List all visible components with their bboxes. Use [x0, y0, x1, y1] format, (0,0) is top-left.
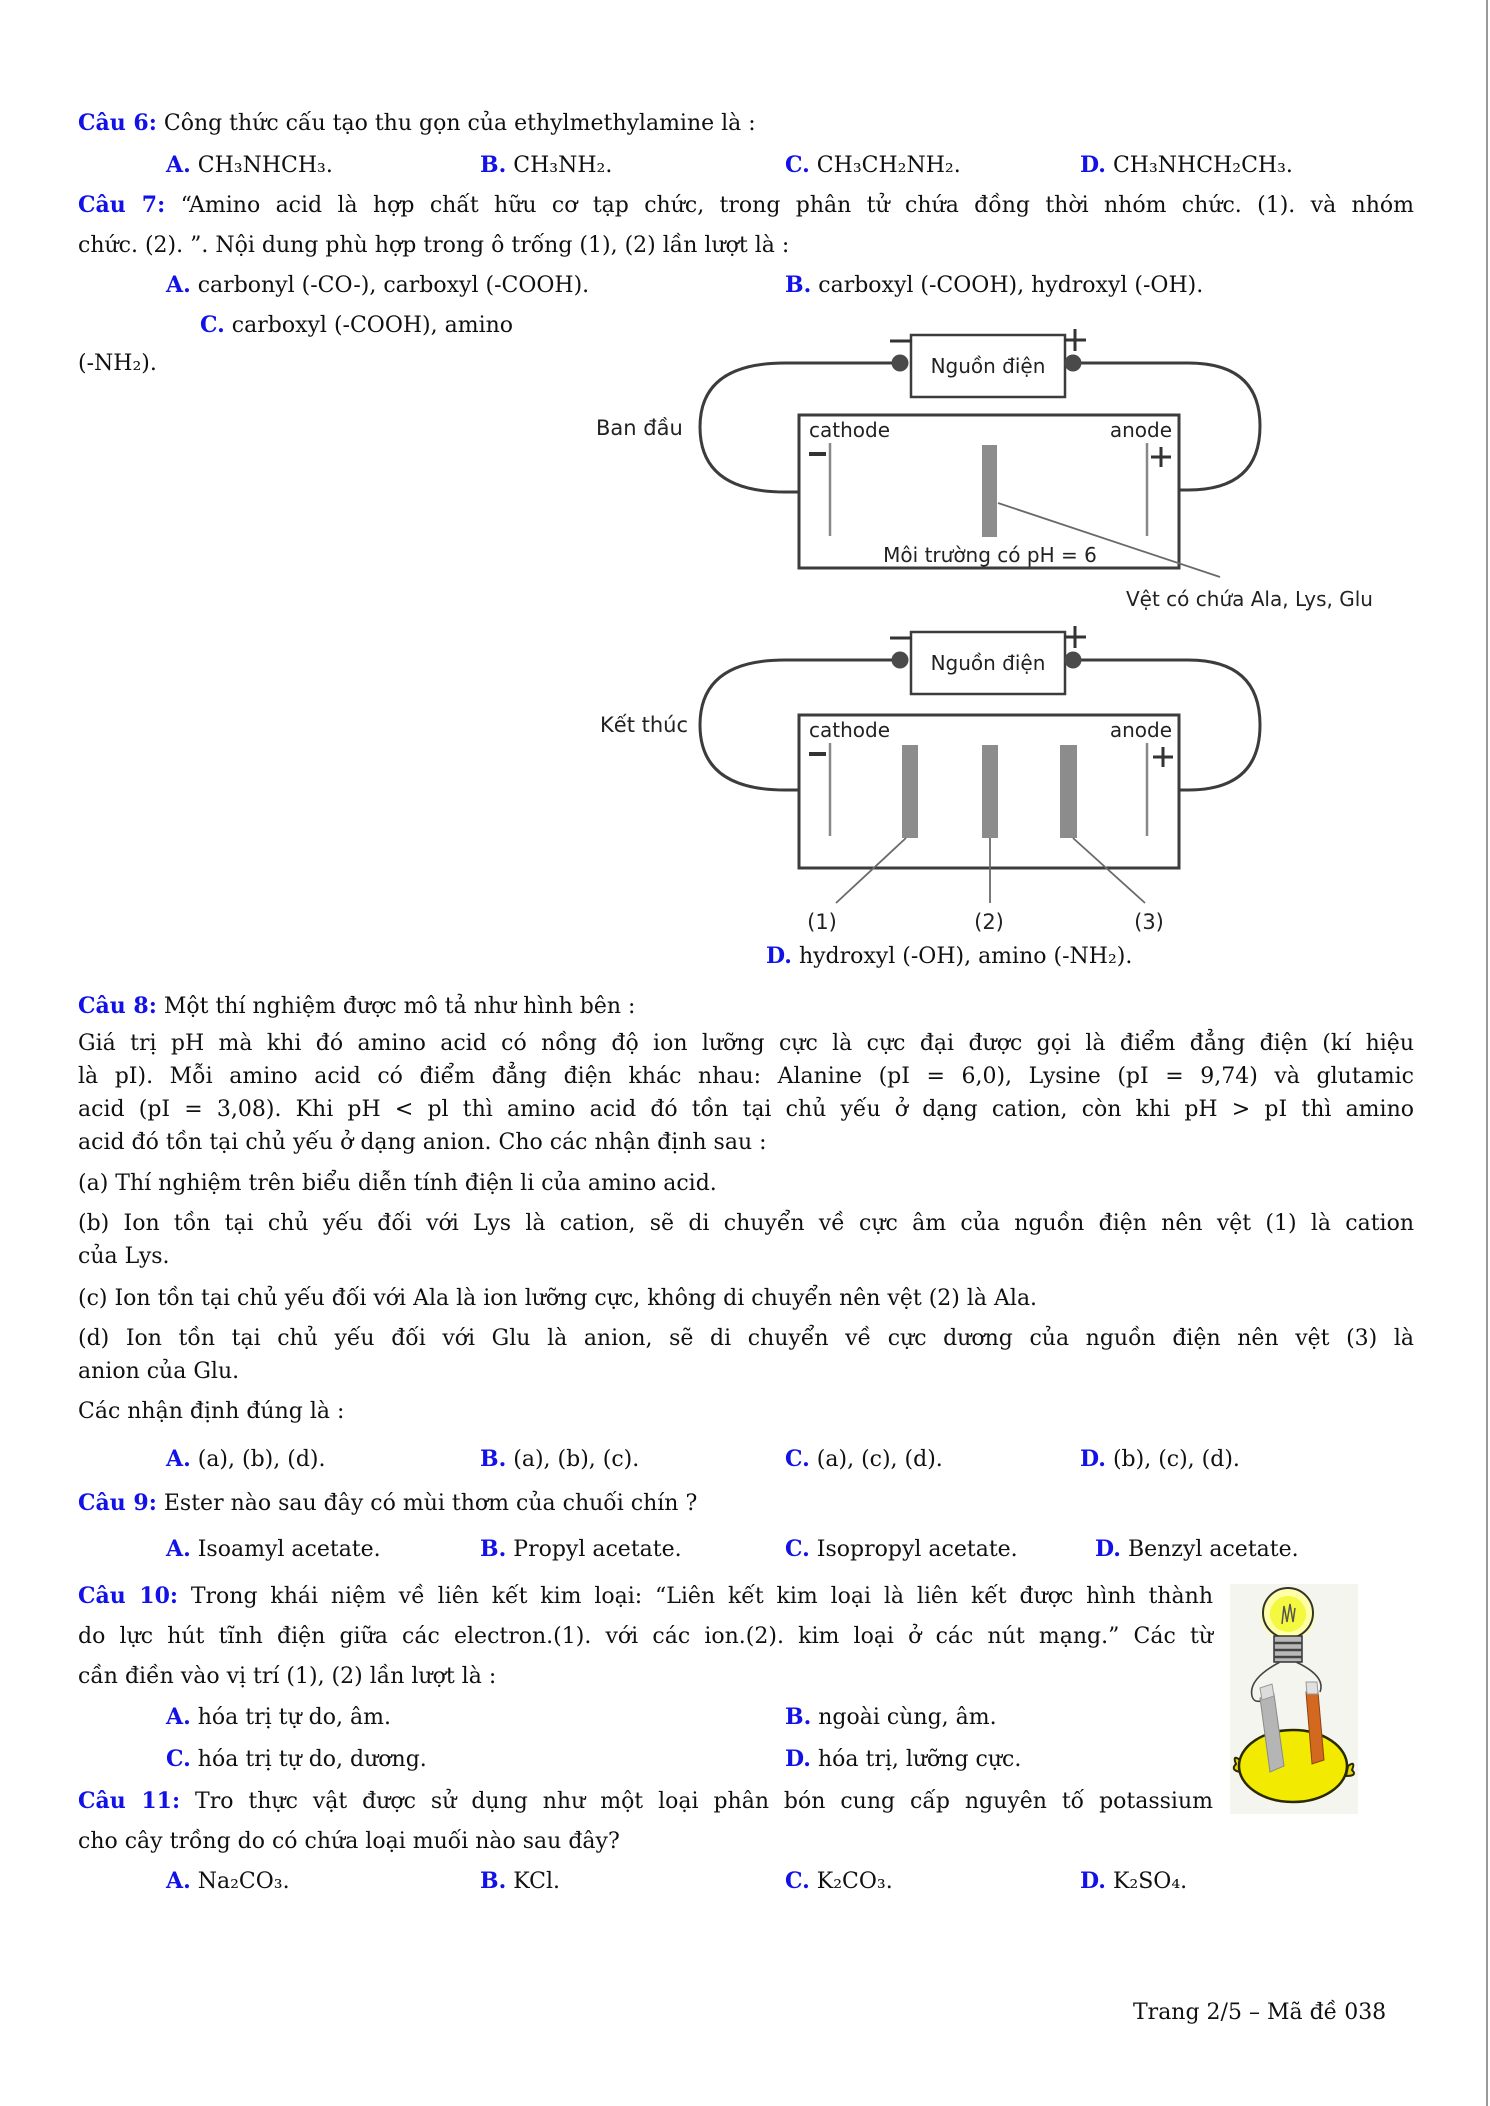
statement-b-line2: của Lys.: [78, 1244, 170, 1269]
option-9a: A. Isoamyl acetate.: [166, 1536, 381, 1562]
option-6c: C. CH₃CH₂NH₂.: [785, 152, 961, 178]
question-8-title: [78, 993, 635, 1021]
question-8-label: Câu 8:: [78, 993, 157, 1019]
question-10-line3: cần điền vào vị trí (1), (2) lần lượt là :: [78, 1664, 497, 1689]
option-8c: C. (a), (c), (d).: [785, 1446, 943, 1472]
question-10-label: Câu 10:: [78, 1583, 179, 1609]
question-10-line1: Câu 10: Trong khái niệm về liên kết kim loại: “Liên kết kim loại là liên kết được hình thành: [78, 1583, 1213, 1609]
question-9-label: Câu 9:: [78, 1490, 157, 1516]
question-7-label: Câu 7:: [78, 192, 166, 218]
page-edge-line: [1486, 0, 1488, 2106]
option-6a: A. CH₃NHCH₃.: [166, 152, 333, 178]
option-7c-cont: (-NH₂).: [78, 351, 157, 376]
diagram-initial: [596, 329, 1373, 611]
option-8d: D. (b), (c), (d).: [1080, 1446, 1240, 1472]
question-11-line1: Câu 11: Tro thực vật được sử dụng như một loại phân bón cung cấp nguyên tố potassium: [78, 1788, 1213, 1814]
question-7-line1: Câu 7: “Amino acid là hợp chất hữu cơ tạp chức, trong phân tử chứa đồng thời nhóm chức. (1). và nhóm: [78, 192, 1414, 218]
sample-streak: [982, 445, 997, 537]
option-9b: B. Propyl acetate.: [480, 1536, 682, 1562]
anode-label-2: anode: [1109, 718, 1172, 742]
statement-a: (a) Thí nghiệm trên biểu diễn tính điện li của amino acid.: [78, 1171, 717, 1196]
question-6-label: Câu 6:: [78, 110, 157, 136]
question-7-line2: chức. (2). ”. Nội dung phù hợp trong ô trống (1), (2) lần lượt là :: [78, 233, 790, 258]
option-11b: B. KCl.: [480, 1868, 560, 1894]
option-10b: B. ngoài cùng, âm.: [785, 1704, 997, 1730]
option-9c: C. Isopropyl acetate.: [785, 1536, 1018, 1562]
streak-3: [1060, 745, 1077, 838]
question-6-title: [78, 110, 756, 138]
streak-2: [982, 745, 998, 838]
statement-c: (c) Ion tồn tại chủ yếu đối với Ala là ion lưỡng cực, không di chuyển nên vệt (2) là Ala.: [78, 1286, 1038, 1311]
option-8a: A. (a), (b), (d).: [166, 1446, 326, 1472]
statement-b-line1: (b) Ion tồn tại chủ yếu đối với Lys là cation, sẽ di chuyển về cực âm của nguồn điện nên vệt (1) là cation: [78, 1211, 1414, 1236]
phase-label-final: Kết thúc: [600, 713, 688, 737]
streak-label: Vệt có chứa Ala, Lys, Glu: [1126, 587, 1373, 611]
cathode-label-1: cathode: [809, 418, 891, 442]
question-8-para-3: acid (pI = 3,08). Khi pH < pl thì amino acid đó tồn tại chủ yếu ở dạng cation, còn khi pH > pI thì amino: [78, 1097, 1414, 1122]
option-11d: D. K₂SO₄.: [1080, 1868, 1188, 1894]
option-11a: A. Na₂CO₃.: [166, 1868, 290, 1894]
question-11-label: Câu 11:: [78, 1788, 181, 1814]
option-10a: A. hóa trị tự do, âm.: [166, 1704, 391, 1730]
question-8-intro: Một thí nghiệm được mô tả như hình bên :: [163, 994, 636, 1019]
statement-d-line2: anion của Glu.: [78, 1359, 240, 1384]
option-6d: D. CH₃NHCH₂CH₃.: [1080, 152, 1293, 178]
question-9-text: Ester nào sau đây có mùi thơm của chuối chín ?: [163, 1491, 698, 1516]
cathode-label-2: cathode: [809, 718, 891, 742]
question-9-title: [78, 1490, 697, 1518]
question-8-para-2: là pI). Mỗi amino acid có điểm đẳng điện khác nhau: Alanine (pI = 6,0), Lysine (pI = 9,74) và glutamic: [78, 1064, 1414, 1089]
diagram-final: [600, 626, 1260, 934]
medium-label: Môi trường có pH = 6: [883, 543, 1097, 567]
terminal-dot-left-1: [892, 355, 909, 372]
option-7a: A. carbonyl (-CO-), carboxyl (-COOH).: [166, 272, 590, 298]
streak-1: [902, 745, 918, 838]
option-8b: B. (a), (b), (c).: [480, 1446, 640, 1472]
question-11-line2: cho cây trồng do có chứa loại muối nào sau đây?: [78, 1829, 620, 1854]
option-9d: D. Benzyl acetate.: [1095, 1536, 1299, 1562]
terminal-dot-left-2: [892, 652, 909, 669]
electrophoresis-diagram: [560, 325, 1420, 940]
question-8-para-1: Giá trị pH mà khi đó amino acid có nồng độ ion lưỡng cực là cực đại được gọi là điểm đẳng điện (kí hiệu: [78, 1031, 1414, 1056]
question-6-text: Công thức cấu tạo thu gọn của ethylmethylamine là :: [163, 111, 756, 136]
spot3-label: (3): [1134, 910, 1164, 934]
question-8-prompt: Các nhận định đúng là :: [78, 1399, 345, 1424]
spot2-label: (2): [974, 910, 1004, 934]
question-8-para-4: acid đó tồn tại chủ yếu ở dạng anion. Cho các nhận định sau :: [78, 1130, 767, 1155]
terminal-dot-right-1: [1065, 355, 1082, 372]
power-source-label-2: Nguồn điện: [930, 651, 1046, 675]
power-source-label-1: Nguồn điện: [930, 354, 1046, 378]
question-10-line2: do lực hút tĩnh điện giữa các electron.(1). với các ion.(2). kim loại ở các nút mạng.” Các từ: [78, 1624, 1213, 1649]
option-10d: D. hóa trị, lưỡng cực.: [785, 1746, 1022, 1772]
page-footer: Trang 2/5 – Mã đề 038: [1133, 2000, 1387, 2025]
spot1-label: (1): [807, 910, 837, 934]
option-11c: C. K₂CO₃.: [785, 1868, 893, 1894]
phase-label-initial: Ban đầu: [596, 416, 683, 440]
option-7b: B. carboxyl (-COOH), hydroxyl (-OH).: [785, 272, 1204, 298]
option-10c: C. hóa trị tự do, dương.: [166, 1746, 427, 1772]
anode-label-1: anode: [1109, 418, 1172, 442]
terminal-dot-right-2: [1065, 652, 1082, 669]
option-7d: D. hydroxyl (-OH), amino (-NH₂).: [766, 943, 1133, 969]
lemon-battery-image: [1230, 1584, 1358, 1814]
statement-d-line1: (d) Ion tồn tại chủ yếu đối với Glu là anion, sẽ di chuyển về cực dương của nguồn điện nên vệt (3) là: [78, 1326, 1414, 1351]
option-7c: C. carboxyl (-COOH), amino: [200, 312, 514, 338]
option-6b: B. CH₃NH₂.: [480, 152, 613, 178]
